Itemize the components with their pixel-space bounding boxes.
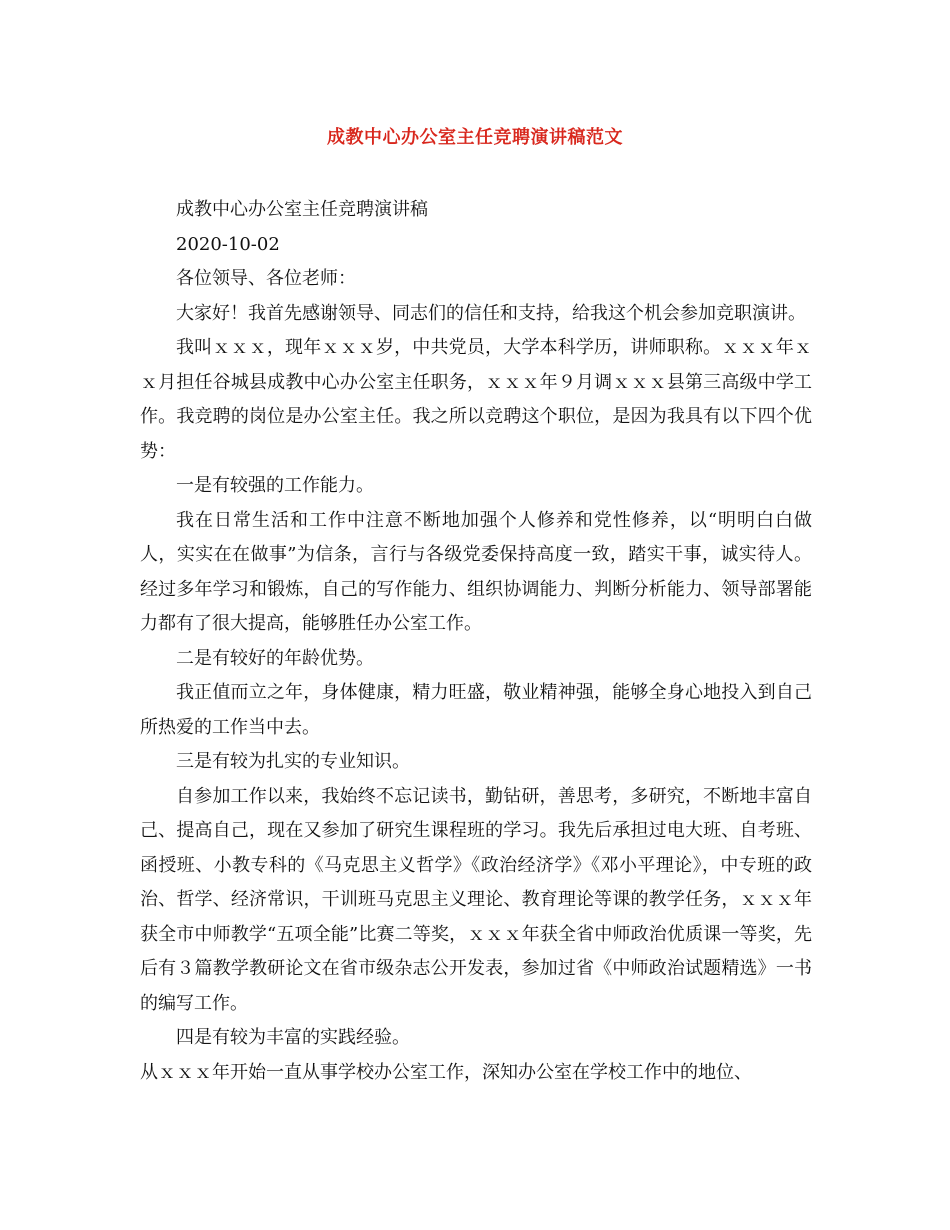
document-title: 成教中心办公室主任竞聘演讲稿范文: [327, 127, 623, 148]
section-heading: 二是有较好的年龄优势。: [176, 647, 374, 669]
document-body: [140, 193, 812, 1090]
body-paragraph: 我叫ｘｘｘ，现年ｘｘｘ岁，中共党员，大学本科学历，讲师职称。ｘｘｘ年ｘｘ月担任谷城县成教中心办公室主任职务，ｘｘｘ年９月调ｘｘｘ县第三高级中学工作。我竞聘的岗位是办公室主任。我之所以竞聘这个职位，是因为我具有以下四个优势：: [140, 337, 812, 462]
body-paragraph: 自参加工作以来，我始终不忘记读书，勤钻研，善思考，多研究，不断地丰富自己、提高自己，现在又参加了研究生课程班的学习。我先后承担过电大班、自考班、函授班、小教专科的《马克思主义哲学》《政治经济学》《邓小平理论》，中专班的政治、哲学、经济常识，干训班马克思主义理论、教育理论等课的教学任务，ｘｘｘ年获全市中师教学“五项全能”比赛二等奖，ｘｘｘ年获全省中师政治优质课一等奖，先后有３篇教学教研论文在省市级杂志公开发表，参加过省《中师政治试题精选》一书的编写工作。: [140, 785, 812, 1014]
salutation-paragraph: 各位领导、各位老师：: [176, 268, 356, 289]
section-heading: 三是有较为扎实的专业知识。: [176, 751, 410, 772]
body-paragraph: 我在日常生活和工作中注意不断地加强个人修养和党性修养，以“明明白白做人，实实在在做事”为信条，言行与各级党委保持高度一致，踏实干事，诚实待人。经过多年学习和锻炼，自己的写作能力、组织协调能力、判断分析能力、领导部署能力都有了很大提高，能够胜任办公室工作。: [140, 509, 812, 634]
body-paragraph: 大家好！我首先感谢领导、同志们的信任和支持，给我这个机会参加竞职演讲。: [176, 302, 806, 324]
subtitle-paragraph: 成教中心办公室主任竞聘演讲稿: [176, 199, 428, 220]
section-heading: 四是有较为丰富的实践经验。: [176, 1027, 410, 1048]
section-heading: 一是有较强的工作能力。: [176, 475, 374, 496]
date-paragraph: 2020-10-02: [176, 233, 280, 255]
body-paragraph: 我正值而立之年，身体健康，精力旺盛，敬业精神强，能够全身心地投入到自己所热爱的工作当中去。: [140, 682, 812, 738]
body-paragraph: 从ｘｘｘ年开始一直从事学校办公室工作，深知办公室在学校工作中的地位、: [140, 1061, 752, 1083]
